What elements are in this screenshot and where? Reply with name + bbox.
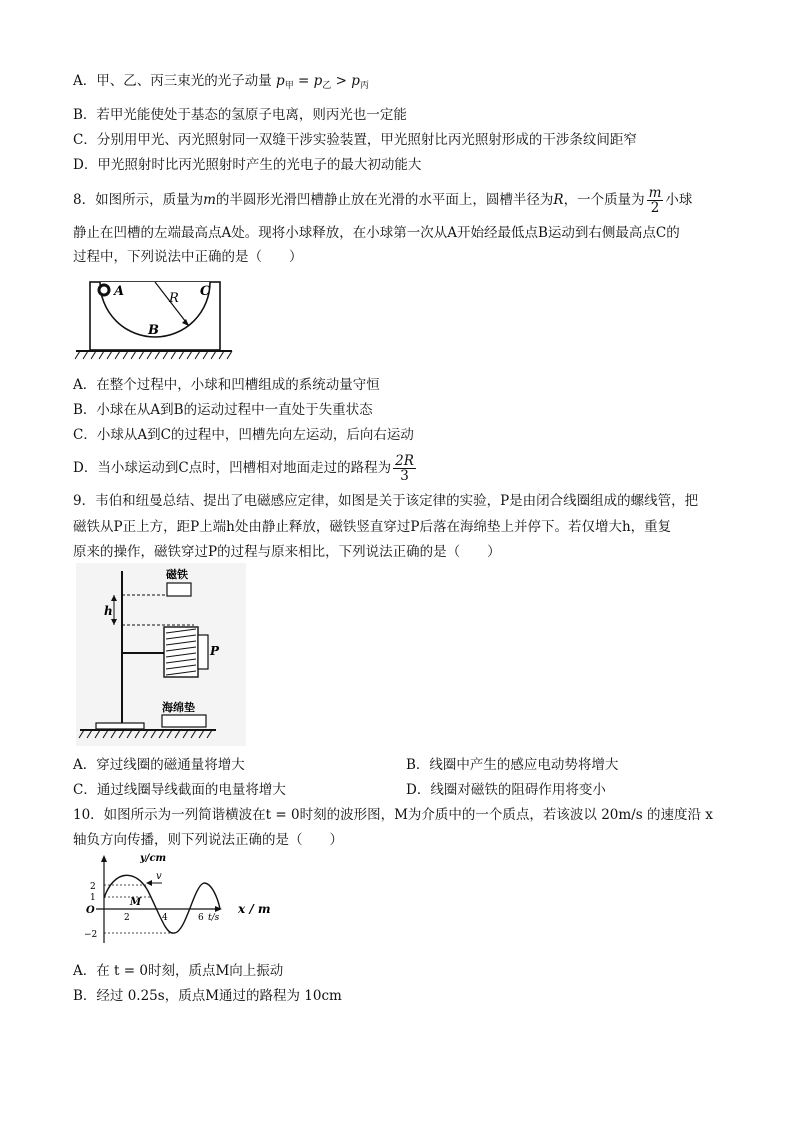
magnet-label: 磁铁 [166,568,188,581]
q7-option-c: C．分别用甲光、丙光照射同一双缝干涉实验装置，甲光照射比丙光照射形成的干涉条纹间距窄 [73,132,637,148]
ball [99,285,109,295]
v-label: v [156,871,162,882]
q8-option-c: C．小球从A到C的过程中，凹槽先向左运动，后向右运动 [73,427,414,443]
x-axis-label: x / m [238,902,271,916]
sponge-pad [162,715,206,727]
q9-stem-line3: 原来的操作，磁铁穿过P的过程与原来相比，下列说法正确的是（ ） [73,544,501,560]
q7-option-d: D．甲光照射时比丙光照射时产生的光电子的最大初动能大 [73,157,422,173]
ground-hatching [75,351,232,359]
y-axis-arrow [101,855,107,862]
solenoid-coil [164,627,198,677]
label-a: A [114,284,125,299]
q9-option-c: C．通过线圈导线截面的电量将增大 [73,782,286,798]
q9-option-d: D．线圈对磁铁的阻碍作用将变小 [406,782,606,798]
magnet [167,583,191,596]
h-label: h [104,604,113,618]
wave-curve [104,875,220,933]
photo-background [76,563,246,746]
q8-stem-line3: 过程中，下列说法中正确的是（ ） [73,249,303,265]
q10-option-b: B．经过 0.25s，质点M通过的路程为 10cm [73,988,342,1004]
label-b: B [148,323,159,338]
q10-option-a: A．在 t = 0时刻，质点M向上振动 [73,963,284,979]
y-tick-2: 2 [90,882,96,892]
coil-cap [198,635,208,669]
q7-option-b: B．若甲光能使处于基态的氢原子电离，则丙光也一定能 [73,107,407,123]
x-tick-4: 4 [162,913,168,923]
q10-stem-line2: 轴负方向传播，则下列说法正确的是（ ） [73,832,343,848]
q8-groove-figure [72,276,242,366]
q10-wave-figure [74,853,274,951]
y-tick-1: 1 [90,893,96,903]
q8-mass-fraction: $\frac{m}{2}$ [648,185,662,216]
q9-stem-line2: 磁铁从P正上方，距P上端h处由静止释放，磁铁竖直穿过P后落在海绵垫上并停下。若仅增大h，重复 [73,519,672,535]
q8-distance-fraction: $\frac{2R}{3}$ [395,453,414,484]
x-tick-2: 2 [124,913,130,923]
t-axis-label: t/s [208,913,220,923]
x-axis-arrow [215,906,222,912]
y-tick-neg2: −2 [84,930,98,940]
label-c: C [200,284,211,299]
q8-stem-line2: 静止在凹槽的左端最高点A处。现将小球释放，在小球第一次从A开始经最低点B运动到右侧最高点C的 [73,225,680,241]
q7-option-a: A．甲、乙、丙三束光的光子动量 $p_甲 = p_乙 > p_丙$ [73,73,369,91]
q9-option-a: A．穿过线圈的磁通量将增大 [73,757,245,773]
q8-option-a: A．在整个过程中，小球和凹槽组成的系统动量守恒 [73,377,380,393]
label-r: R [169,291,179,306]
q9-option-b: B．线圈中产生的感应电动势将增大 [406,757,619,773]
p-label: P [210,644,220,658]
pad-label: 海绵垫 [162,701,195,714]
stand-base [96,723,144,729]
y-axis-label: y/cm [140,853,167,864]
q9-stem-line1: 9．韦伯和纽曼总结、提出了电磁感应定律，如图是关于该定律的实验，P是由闭合线圈组成的螺线管，把 [73,493,699,509]
m-label: M [130,897,142,908]
q8-option-b: B．小球在从A到B的运动过程中一直处于失重状态 [73,402,373,418]
q10-stem-line1: 10．如图所示为一列简谐横波在t = 0时刻的波形图，M为介质中的一个质点，若该波以 20m/s 的速度沿 x [73,807,713,823]
q9-magnet-coil-figure [76,563,246,746]
origin-label: O [86,905,95,916]
velocity-arrowhead [146,880,152,886]
q8-option-d: D．当小球运动到C点时，凹槽相对地面走过的路程为 $\frac{2R}{3}$ [73,453,414,484]
x-tick-6: 6 [198,913,204,923]
q8-stem-line1: 8．如图所示，质量为m的半圆形光滑凹槽静止放在光滑的水平面上，圆槽半径为R，一个质量为 $\frac{m}{2}$ 小球 [73,185,693,216]
